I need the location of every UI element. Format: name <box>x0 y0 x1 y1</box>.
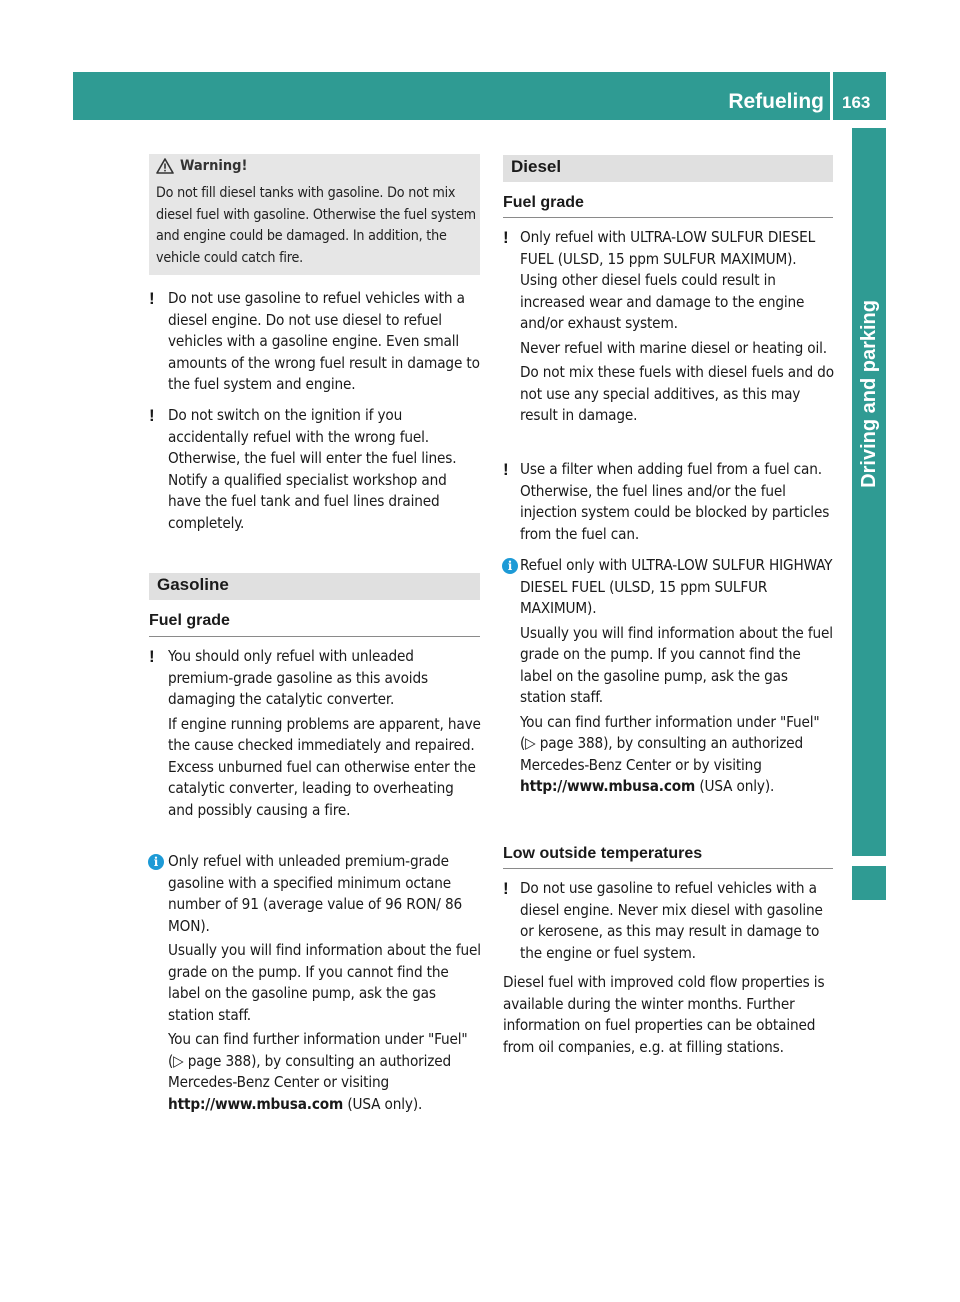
divider <box>149 636 480 637</box>
header-divider <box>830 72 833 120</box>
mbusa-link[interactable]: http://www.mbusa.com <box>168 1094 344 1113</box>
subhead-low-temperatures: Low outside temperatures <box>503 845 703 862</box>
section-title: Gasoline <box>157 575 229 594</box>
note-kerosene <box>503 878 834 967</box>
note-marker: ! <box>503 228 509 247</box>
info-text-part: You can find further information under "Fuel" (▷ page 388), by consulting an authorized Mercedes-Benz Center or visiting <box>168 1030 468 1091</box>
note-text: Do not use gasoline to refuel vehicles with a diesel engine. Never mix diesel with gasoline or kerosene, as this may result in damage to the engine or fuel system. <box>520 879 823 962</box>
note-text: Never refuel with marine diesel or heating oil. <box>520 338 827 357</box>
info-text <box>149 1029 481 1115</box>
section-diesel <box>503 155 833 182</box>
side-tab-label-wrap <box>852 128 886 488</box>
info-text-part: (USA only). <box>695 777 775 795</box>
section-title: Diesel <box>511 157 562 176</box>
info-text: Refuel only with ULTRA-LOW SULFUR HIGHWAY DIESEL FUEL (ULSD, 15 ppm SULFUR MAXIMUM). <box>520 556 833 617</box>
note-marker: ! <box>149 647 155 666</box>
note-text: If engine running problems are apparent, have the cause checked immediately and repaired. Excess unburned fuel can otherwise enter the catalytic converter, leading to overheating and possibly causing a fire. <box>168 714 481 819</box>
note-ulsd <box>503 227 834 430</box>
warning-heading <box>156 158 247 174</box>
note-filter <box>503 459 834 548</box>
info-text-part: (USA only). <box>343 1094 423 1113</box>
note-marker: ! <box>503 460 509 479</box>
section-gasoline <box>149 573 480 600</box>
note-text: Do not mix these fuels with diesel fuels and do not use any special additives, as this may result in damage. <box>520 363 834 424</box>
note-text: You should only refuel with unleaded premium-grade gasoline as this avoids damaging the catalytic converter. <box>168 647 428 708</box>
note-ignition <box>149 405 481 537</box>
side-tab-label: Driving and parking <box>857 300 880 488</box>
mbusa-link[interactable]: http://www.mbusa.com <box>520 777 696 795</box>
info-octane <box>149 851 481 1118</box>
info-text <box>503 712 834 798</box>
cold-flow-paragraph: Diesel fuel with improved cold flow properties is available during the winter months. Further information on fuel properties can be obtained from oil companies, e.g. at filling stations. <box>503 973 825 1056</box>
divider <box>503 217 833 218</box>
page-number: 163 <box>842 93 871 112</box>
warning-body: Do not fill diesel tanks with gasoline. Do not mix diesel fuel with gasoline. Otherwise the fuel system and engine could be damaged. In addition, the vehicle could catch fire. <box>156 185 476 266</box>
info-ulsd <box>503 555 834 801</box>
note-premium-gasoline <box>149 646 481 824</box>
subhead-fuel-grade: Fuel grade <box>503 194 584 211</box>
note-marker: ! <box>503 879 509 898</box>
note-text: Do not use gasoline to refuel vehicles with a diesel engine. Do not use diesel to refuel vehicles with a gasoline engine. Even small amounts of the wrong fuel result in damage to the fuel system and engine. <box>168 289 480 393</box>
side-tab-marker <box>852 866 886 900</box>
note-text: Only refuel with ULTRA-LOW SULFUR DIESEL FUEL (ULSD, 15 ppm SULFUR MAXIMUM). Using other diesel fuels could result in increased wear and damage to the engine and/or exhaust system. <box>520 228 816 332</box>
info-text: Usually you will find information about the fuel grade on the pump. If you cannot find the label on the gasoline pump, ask the gas station staff. <box>520 623 833 706</box>
note-text: Use a filter when adding fuel from a fuel can. Otherwise, the fuel lines and/or the fuel injection system could be blocked by particles from the fuel can. <box>520 460 830 543</box>
info-icon: i <box>148 854 164 870</box>
info-icon: i <box>502 558 518 574</box>
note-marker: ! <box>149 289 155 308</box>
subhead-fuel-grade: Fuel grade <box>149 612 230 629</box>
warning-triangle-icon <box>156 158 174 174</box>
page-title: Refueling <box>728 90 824 113</box>
note-text: Do not switch on the ignition if you accidentally refuel with the wrong fuel. Otherwise, the fuel will enter the fuel lines. Notify a qualified specialist workshop and have the fuel tank and fuel lines drained completely. <box>168 406 457 532</box>
divider <box>503 868 833 869</box>
note-wrong-fuel-engine <box>149 288 481 399</box>
info-text: Usually you will find information about the fuel grade on the pump. If you cannot find the label on the gasoline pump, ask the gas station staff. <box>168 941 481 1024</box>
warning-heading-text: Warning! <box>180 158 248 174</box>
info-text-part: You can find further information under "Fuel" (▷ page 388), by consulting an authorized Mercedes-Benz Center or by visiting <box>520 712 820 774</box>
info-text: Only refuel with unleaded premium-grade gasoline with a specified minimum octane number of 91 (average value of 96 RON/ 86 MON). <box>168 852 463 935</box>
note-marker: ! <box>149 406 155 425</box>
